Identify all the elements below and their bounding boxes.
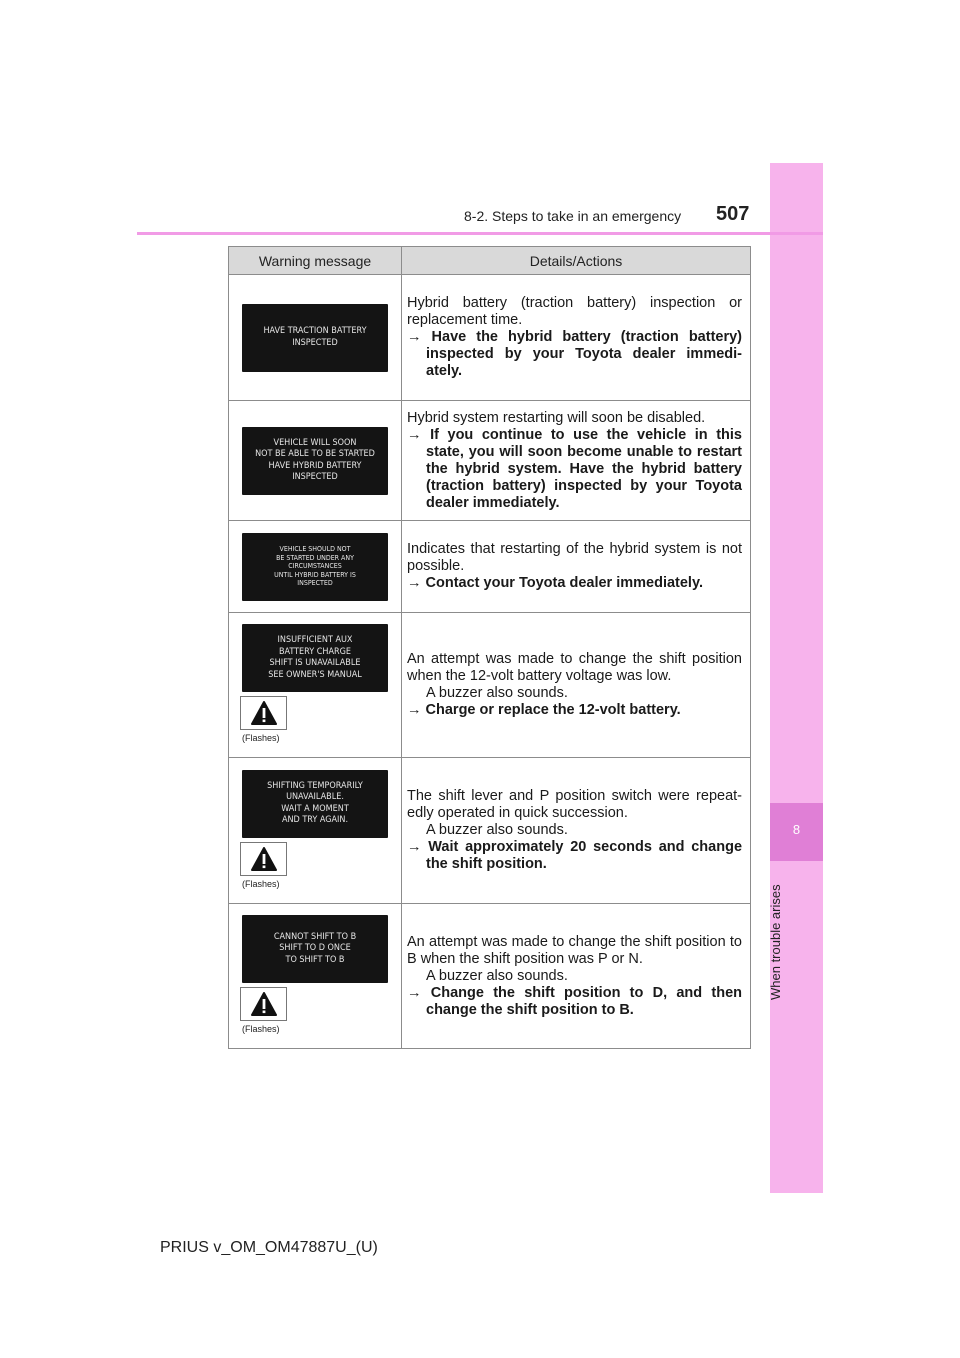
arrow-icon: → (407, 426, 422, 443)
message-cell (229, 613, 402, 758)
display-message: VEHICLE WILL SOON NOT BE ABLE TO BE STARTED HAVE HYBRID BATTERY INSPECTED (242, 427, 388, 495)
flash-label: (Flashes) (242, 733, 280, 743)
message-cell (229, 758, 402, 904)
details-cell (402, 904, 751, 1049)
details-text: An attempt was made to change the shift position when the 12-volt battery voltage was low. (407, 651, 742, 684)
table-row (229, 613, 751, 758)
action-text: → Change the shift position to D, and then change the shift position to B. (407, 984, 743, 1018)
action-text: → Charge or replace the 12-volt battery. (407, 702, 681, 718)
details-text: Indicates that restarting of the hybrid system is not possible. (407, 541, 742, 574)
message-cell (229, 401, 402, 521)
message-cell (229, 275, 402, 401)
details-cell (402, 401, 751, 521)
details-cell (402, 521, 751, 613)
details-cell (402, 758, 751, 904)
arrow-icon: → (407, 329, 422, 345)
details-cell (402, 275, 751, 401)
details-text: Hybrid battery (traction battery) inspection or replacement time. (407, 295, 742, 328)
warning-triangle-icon (240, 842, 287, 876)
warning-triangle-icon (240, 987, 287, 1021)
display-message: HAVE TRACTION BATTERY INSPECTED (242, 304, 388, 372)
warning-message-table (228, 246, 751, 1049)
action-text: → Contact your Toyota dealer immediately. (407, 575, 703, 591)
message-cell (229, 904, 402, 1049)
message-cell (229, 521, 402, 613)
flash-indicator (240, 696, 390, 743)
table-header-row (229, 247, 751, 275)
table-row (229, 758, 751, 904)
table-row (229, 275, 751, 401)
warning-triangle-icon (240, 696, 287, 730)
column-header-details: Details/Actions (402, 247, 751, 275)
flash-label: (Flashes) (242, 878, 280, 889)
arrow-icon: → (407, 984, 422, 1001)
chapter-number: 8 (792, 822, 801, 837)
arrow-icon: → (407, 575, 422, 591)
flash-indicator (240, 987, 390, 1034)
action-text: → Have the hybrid battery (traction battery) inspected by your Toyota dealer immedi-ately. (407, 329, 742, 379)
flash-indicator (240, 842, 390, 889)
buzzer-note: A buzzer also sounds. (426, 685, 568, 701)
flash-label: (Flashes) (242, 1024, 280, 1034)
display-message: SHIFTING TEMPORARILY UNAVAILABLE. WAIT A MOMENT AND TRY AGAIN. (242, 770, 388, 838)
action-text: → If you continue to use the vehicle in this state, you will soon become unable to restart the hybrid system. Have the hybrid battery (traction battery) inspected by your Toyota dealer immediately. (407, 426, 742, 511)
page-number: 507 (716, 203, 750, 225)
chapter-sidebar (770, 163, 823, 1193)
buzzer-note: A buzzer also sounds. (426, 822, 568, 838)
details-text: Hybrid system restarting will soon be disabled. (407, 409, 706, 426)
column-header-message: Warning message (229, 247, 402, 275)
action-text: → Wait approximately 20 seconds and change the shift position. (407, 839, 743, 872)
chapter-title: When trouble arises (768, 884, 783, 1000)
buzzer-note: A buzzer also sounds. (426, 967, 568, 984)
section-title: 8-2. Steps to take in an emergency (464, 208, 682, 224)
details-cell (402, 613, 751, 758)
arrow-icon: → (407, 839, 422, 855)
table-row (229, 521, 751, 613)
display-message: CANNOT SHIFT TO B SHIFT TO D ONCE TO SHIFT TO B (242, 915, 388, 983)
display-message: VEHICLE SHOULD NOT BE STARTED UNDER ANY CIRCUMSTANCES UNTIL HYBRID BATTERY IS INSPECTED (242, 533, 388, 601)
table-row (229, 904, 751, 1049)
arrow-icon: → (407, 702, 422, 718)
document-id: PRIUS v_OM_OM47887U_(U) (160, 1239, 378, 1256)
header-rule (137, 232, 823, 235)
display-message: INSUFFICIENT AUX BATTERY CHARGE SHIFT IS UNAVAILABLE SEE OWNER'S MANUAL (242, 624, 388, 692)
details-text: An attempt was made to change the shift position to B when the shift position was P or N. (407, 933, 742, 967)
details-text: The shift lever and P position switch were repeat-edly operated in quick succession. (407, 788, 742, 821)
table-row (229, 401, 751, 521)
